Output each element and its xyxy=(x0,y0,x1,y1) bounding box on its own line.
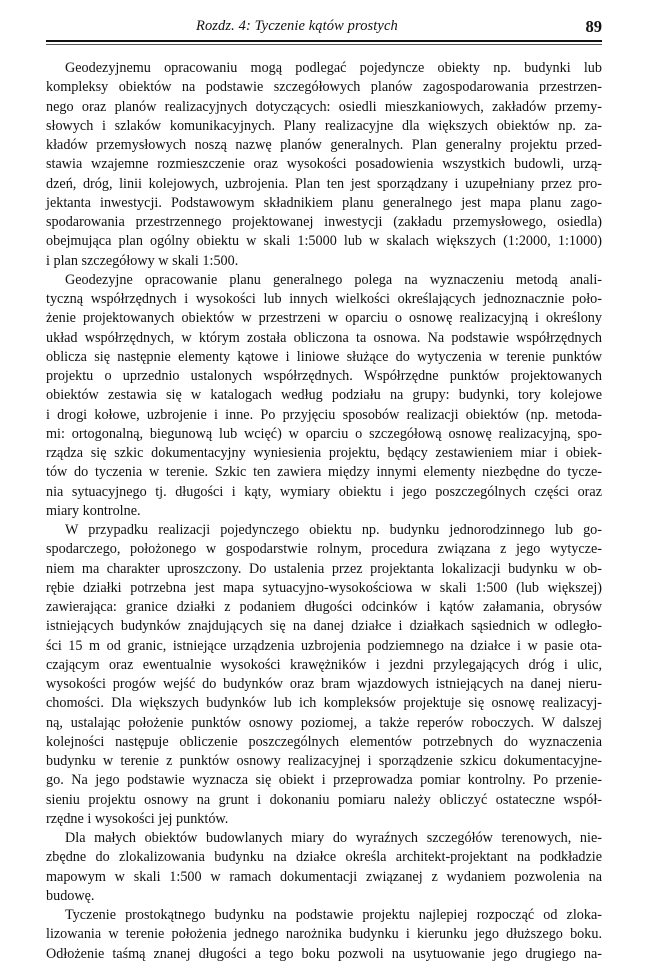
text-line: budowę. xyxy=(46,887,95,904)
text-line: chomości. Dla większych budynków lub ich kompleksów projektuje się osnowę realizacyj- xyxy=(46,695,602,712)
text-line: obejmująca plan ogólny obiektu w skali 1:5000 lub w skalach większych (1:2000, 1:1000) xyxy=(46,233,602,250)
text-line: tów do tyczenia w terenie. Szkic ten zawiera między innymi elementy niezbędne do tycze- xyxy=(46,464,602,481)
text-line: obiektów zestawia się w katalogach według podziału na grupy: budynki, tory kolejowe xyxy=(46,387,602,404)
text-line: żenie projektowanych obiektów w przestrzeni w oparciu o osnowę realizacyjną i określony xyxy=(46,310,602,327)
text-line: kompleksy obiektów na podstawie szczegółowych planów zagospodarowania przestrzen- xyxy=(46,79,602,96)
text-line: wysokości progów wejść do budynków oraz bram wjazdowych istniejących na danej nieru- xyxy=(46,676,602,692)
text-line: niem ma charakter uproszczony. Do ustalenia przez projektanta lokalizacji budynku w ob- xyxy=(46,560,602,577)
text-line: lizowania w terenie położenia jednego narożnika budynku i kierunku jego dłuższego boku. xyxy=(46,926,602,943)
text-line: go. Na jego podstawie wyznacza się obiekt i przeprowadza pomiar kontrolny. Po przenie- xyxy=(46,772,602,789)
text-line: i plan szczegółowy w skali 1:500. xyxy=(46,252,239,269)
text-line: ną, ustalając położenie punktów osnowy poziomej, a także reperów roboczych. W dalszej xyxy=(46,714,602,731)
text-line: nia sytuacyjnego tj. długości i kąty, wymiary obiektu i jego poszczególnych części oraz xyxy=(46,483,602,500)
text-line: Geodezyjne opracowanie planu generalnego polega na wyznaczeniu metodą anali- xyxy=(65,271,602,288)
text-line: dzeń, dróg, linii kolejowych, uzbrojenia. Plan ten jest sporządzany i uzupełniany przez pro- xyxy=(46,175,602,192)
header-rule-thin xyxy=(46,44,602,45)
text-line: miary kontrolne. xyxy=(46,502,141,519)
text-line: rzędne i wysokości jej punktów. xyxy=(46,810,229,827)
text-line: oblicza się następnie elementy kątowe i liniowe służące do wytyczenia w terenie punktów xyxy=(46,348,602,365)
text-line: spodarczego, położonego w gospodarstwie rolnym, procedura związana z jego wytycze- xyxy=(46,541,602,558)
text-line: budynku w terenie z punktów osnowy realizacyjnej i sporządzenie szkicu dokumentacyjne- xyxy=(46,753,602,769)
text-line: istniejących budynków znajdujących się na danej działce i działkach sąsiednich w odległo- xyxy=(46,618,602,635)
page-header xyxy=(46,18,602,40)
page-number: 89 xyxy=(585,17,602,36)
text-line: Tyczenie prostokątnego budynku na podstawie projektu najlepiej rozpocząć od zloka- xyxy=(65,907,602,923)
text-line: czającym oraz ewentualnie wysokości krawężników i jezdni przylegających dróg i ulic, xyxy=(46,656,602,673)
running-title: Rozdz. 4: Tyczenie kątów prostych xyxy=(196,18,398,34)
text-line: ści 15 m od granic, istniejące urządzenia uzbrojenia podziemnego na działce i w pasie ota- xyxy=(46,637,602,654)
text-line: Odłożenie taśmą znanej długości a tego boku pozwoli na usytuowanie jego drugiego na- xyxy=(46,945,602,962)
text-line: kolejności następuje obliczenie poszczególnych elementów potrzebnych do wyznaczenia xyxy=(46,733,602,750)
text-line: mapowym w skali 1:500 w ramach dokumentacji związanej z wydaniem pozwolenia na xyxy=(46,868,602,885)
text-line: zbędne do zlokalizowania budynku na działce określa architekt-projektant na podkładzie xyxy=(46,849,602,866)
text-line: W przypadku realizacji pojedynczego obiektu np. budynku jednorodzinnego lub go- xyxy=(65,522,602,538)
text-line: projektu o uprzednio ustalonych współrzędnych. Współrzędne punktów projektowanych xyxy=(46,368,602,384)
header-rule xyxy=(46,40,602,42)
text-line: sieniu projektu osnowy na grunt i dokonaniu pomiaru należy obliczyć ostateczne współ- xyxy=(46,791,602,808)
text-line: rządza się szkic dokumentacyjny wyniesienia projektu, będący zestawieniem miar i obiek- xyxy=(46,445,602,461)
text-line: Geodezyjnemu opracowaniu mogą podlegać pojedyncze obiekty np. budynki lub xyxy=(65,60,602,76)
text-line: układ współrzędnych, w którym została obliczona ta osnowa. Na podstawie współrzędnych xyxy=(46,329,602,346)
text-line: stawia wzajemne rozmieszczenie oraz wysokości posadowienia wszystkich budowli, urzą- xyxy=(46,156,602,173)
text-line: zawierająca: granice działki z podaniem długości odcinków i kątów załamania, obrysów xyxy=(46,599,602,615)
text-line: rębie działki potrzebna jest mapa sytuacyjno-wysokościowa w skali 1:500 (lub większej) xyxy=(46,579,602,596)
text-line: nego oraz planów realizacyjnych dotyczących: osiedli mieszkaniowych, zakładów przemy- xyxy=(46,98,602,115)
text-line: jektanta inwestycji. Podstawowym składnikiem planu generalnego jest mapa planu zago- xyxy=(46,194,602,211)
text-line: słowych i szlaków komunikacyjnych. Plany realizacyjne dla większych obiektów np. za- xyxy=(46,117,602,134)
text-line: kładów przemysłowych noszą nazwę planów generalnych. Plan generalny projektu przed- xyxy=(46,137,602,153)
text-line: i drogi kołowe, uzbrojenie i inne. Po przyjęciu sposobów realizacji obiektów (np. metoda- xyxy=(46,406,602,423)
text-line: Dla małych obiektów budowlanych miary do wyraźnych szczegółów terenowych, nie- xyxy=(65,830,602,846)
text-line: spodarowania przestrzennego projektowanej inwestycji (zakładu przemysłowego, osiedla) xyxy=(46,214,602,230)
body-text xyxy=(46,59,602,964)
text-line: tyczną współrzędnych i wysokości lub innych wielkości określających jednoznacznie poło- xyxy=(46,291,602,307)
text-line: mi: ortogonalną, biegunową lub wcięć) w oparciu o szczegółową osnowę realizacyjną, spo- xyxy=(46,425,602,442)
